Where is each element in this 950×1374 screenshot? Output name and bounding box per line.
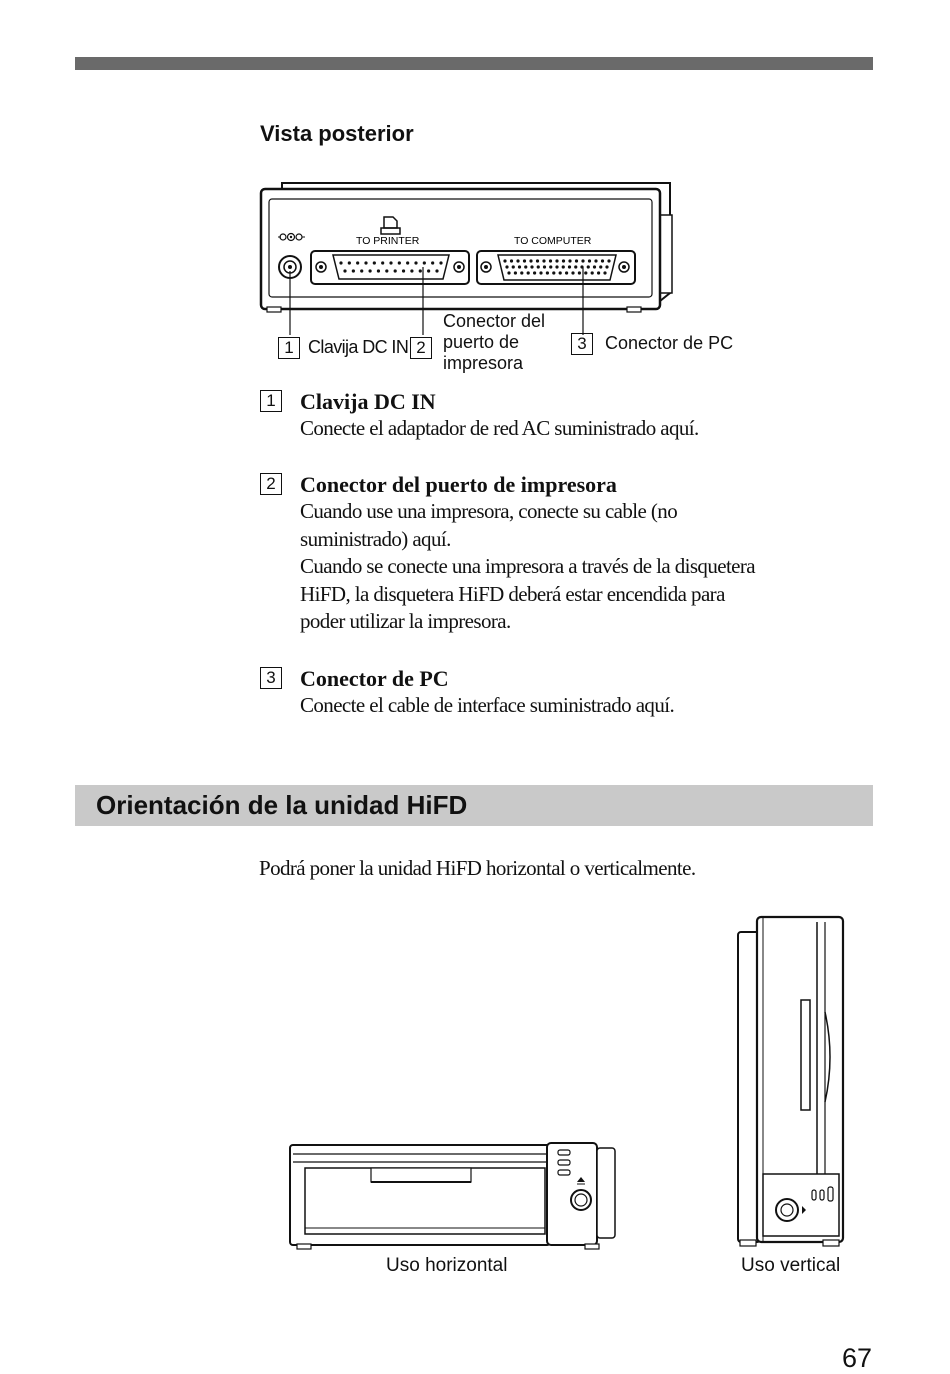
callout-1	[278, 337, 408, 359]
connector-pin	[537, 265, 540, 268]
connector-pin	[364, 261, 367, 264]
connector-pin	[549, 259, 552, 262]
connector-pin	[414, 261, 417, 264]
connector-pin	[381, 261, 384, 264]
connector-pin	[546, 271, 549, 274]
connector-pin	[562, 259, 565, 262]
to-printer-label: TO PRINTER	[356, 235, 420, 247]
connector-pin	[423, 261, 426, 264]
callout-number-3: 3	[571, 333, 593, 355]
connector-pin	[607, 259, 610, 262]
vertical-unit-illustration	[735, 912, 850, 1252]
connector-pin	[601, 259, 604, 262]
connector-pin	[533, 271, 536, 274]
caption-vertical: Uso vertical	[741, 1255, 841, 1276]
connector-pin	[527, 271, 530, 274]
connector-pin	[518, 265, 521, 268]
connector-pin	[559, 271, 562, 274]
callout-2-text	[443, 311, 545, 374]
item-number: 1	[260, 390, 282, 412]
connector-pin	[591, 271, 594, 274]
item-title: Conector del puerto de impresora	[300, 472, 617, 497]
connector-pin	[368, 269, 371, 272]
connector-pin	[593, 265, 596, 268]
item-number: 3	[260, 667, 282, 689]
connector-pin	[373, 261, 376, 264]
connector-pin	[565, 271, 568, 274]
connector-pin	[514, 271, 517, 274]
item-pc-connector	[260, 666, 860, 720]
item-title: Conector de PC	[300, 666, 449, 691]
connector-pin	[377, 269, 380, 272]
connector-pin	[529, 259, 532, 262]
caption-horizontal: Uso horizontal	[386, 1255, 508, 1276]
connector-pin	[524, 265, 527, 268]
connector-pin	[385, 269, 388, 272]
item-printer-port	[260, 472, 860, 636]
callout-text-1: Clavija DC IN	[308, 337, 409, 357]
connector-pin	[510, 259, 513, 262]
connector-pin	[507, 271, 510, 274]
callout-2-line: puerto de	[443, 332, 520, 352]
connector-pin	[356, 261, 359, 264]
horizontal-unit-illustration	[285, 1140, 625, 1252]
connector-pin	[588, 259, 591, 262]
connector-pin	[402, 269, 405, 272]
section-title: Orientación de la unidad HiFD	[96, 790, 468, 820]
connector-pin	[530, 265, 533, 268]
connector-pin	[552, 271, 555, 274]
callout-number-2: 2	[410, 337, 432, 359]
page-number: 67	[842, 1343, 873, 1373]
connector-pin	[435, 269, 438, 272]
callout-number-1: 1	[278, 337, 300, 359]
connector-pin	[516, 259, 519, 262]
connector-pin	[427, 269, 430, 272]
connector-pin	[360, 269, 363, 272]
connector-pin	[543, 265, 546, 268]
callout-text-3: Conector de PC	[605, 333, 734, 353]
item-desc-line: Conecte el cable de interface suministrado aquí.	[300, 693, 675, 717]
item-desc-line: Cuando use una impresora, conecte su cable (no	[300, 499, 678, 523]
connector-pin	[406, 261, 409, 264]
connector-pin	[520, 271, 523, 274]
to-computer-label: TO COMPUTER	[514, 235, 592, 247]
connector-pin	[597, 271, 600, 274]
intro-text: Podrá poner la unidad HiFD horizontal o verticalmente.	[259, 856, 696, 880]
item-desc-line: HiFD, la disquetera HiFD deberá estar encendida para	[300, 581, 725, 606]
connector-pin	[562, 265, 565, 268]
connector-pin	[571, 271, 574, 274]
callout-2-number	[410, 337, 432, 359]
connector-pin	[348, 261, 351, 264]
connector-pin	[523, 259, 526, 262]
item-number: 2	[260, 473, 282, 495]
connector-pin	[599, 265, 602, 268]
connector-pin	[555, 259, 558, 262]
connector-pin	[574, 265, 577, 268]
connector-pin	[581, 259, 584, 262]
connector-pin	[584, 271, 587, 274]
connector-pin	[568, 259, 571, 262]
connector-pin	[339, 261, 342, 264]
item-dc-in	[260, 389, 860, 443]
connector-pin	[578, 271, 581, 274]
connector-pin	[603, 271, 606, 274]
callout-2-line: impresora	[443, 353, 524, 373]
top-rule	[75, 57, 873, 70]
section-heading: Vista posterior	[260, 121, 414, 146]
connector-pin	[594, 259, 597, 262]
connector-pin	[419, 269, 422, 272]
connector-pin	[587, 265, 590, 268]
connector-pin	[505, 265, 508, 268]
item-desc-line: Conecte el adaptador de red AC suministrado aquí.	[300, 416, 699, 440]
callout-3	[571, 333, 733, 355]
item-desc-line: Cuando se conecte una impresora a través de la disquetera	[300, 554, 756, 578]
connector-pin	[536, 259, 539, 262]
connector-pin	[539, 271, 542, 274]
connector-pin	[343, 269, 346, 272]
connector-pin	[568, 265, 571, 268]
connector-pin	[439, 261, 442, 264]
connector-pin	[503, 259, 506, 262]
connector-pin	[542, 259, 545, 262]
connector-pin	[431, 261, 434, 264]
item-desc-line: suministrado) aquí.	[300, 526, 451, 551]
connector-pin	[549, 265, 552, 268]
item-title: Clavija DC IN	[300, 389, 436, 414]
connector-pin	[352, 269, 355, 272]
item-desc-line: poder utilizar la impresora.	[300, 609, 511, 633]
connector-pin	[394, 269, 397, 272]
connector-pin	[512, 265, 515, 268]
connector-pin	[389, 261, 392, 264]
connector-pin	[575, 259, 578, 262]
callout-2-line: Conector del	[443, 311, 546, 331]
connector-pin	[398, 261, 401, 264]
connector-pin	[410, 269, 413, 272]
connector-pin	[555, 265, 558, 268]
connector-pin	[605, 265, 608, 268]
